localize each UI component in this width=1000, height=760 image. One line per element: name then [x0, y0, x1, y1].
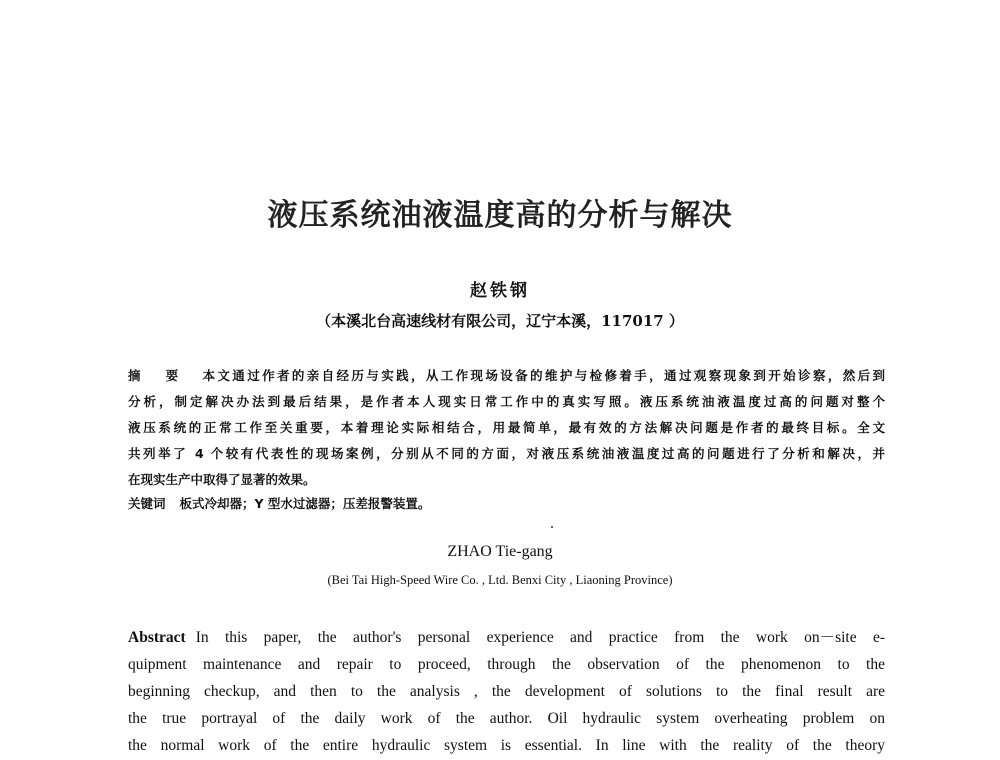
english-abstract-label: Abstract	[128, 629, 186, 646]
abstract-line: the true portrayal of the daily work of the author. Oil hydraulic system overheating problem on	[128, 710, 885, 727]
scan-speck	[551, 526, 553, 528]
english-abstract	[128, 624, 885, 759]
chinese-keywords	[128, 491, 885, 517]
abstract-line: 本文通过作者的亲自经历与实践，从工作现场设备的维护与检修着手，通过观察现象到开始诊察，然后到	[202, 368, 885, 383]
abstract-line: In this paper, the author's personal experience and practice from the work on－site e-	[195, 629, 885, 646]
english-affiliation: (Bei Tai High-Speed Wire Co. , Ltd. Benxi City , Liaoning Province)	[327, 573, 673, 587]
abstract-line: 在现实生产中取得了显著的效果。	[128, 472, 316, 487]
abstract-label: 摘 要	[128, 368, 189, 383]
author-name: 赵铁钢	[470, 281, 530, 301]
abstract-line: 共列举了 4 个较有代表性的现场案例，分别从不同的方面，对液压系统油液温度过高的问题进行了分析和解决，并	[128, 446, 885, 461]
abstract-line: 分析，制定解决办法到最后结果，是作者本人现实日常工作中的真实写照。液压系统油液温度过高的问题对整个	[128, 394, 885, 409]
author-affiliation: （本溪北台高速线材有限公司，辽宁本溪，117017 ）	[316, 312, 684, 330]
keywords-label: 关键词	[128, 496, 166, 511]
abstract-line: 液压系统的正常工作至关重要，本着理论实际相结合，用最简单，最有效的方法解决问题是作者的最终目标。全文	[128, 420, 885, 435]
abstract-line: beginning checkup, and then to the analysis , the development of solutions to the final result are	[128, 683, 885, 700]
english-author-name: ZHAO Tie-gang	[447, 543, 553, 560]
paper-title: 液压系统油液温度高的分析与解决	[267, 198, 733, 233]
keywords-text: 板式冷却器；Y 型水过滤器；压差报警装置。	[179, 496, 431, 511]
abstract-line: the normal work of the entire hydraulic system is essential. In line with the reality of the theory	[128, 737, 885, 754]
chinese-abstract	[128, 363, 885, 493]
abstract-line: quipment maintenance and repair to proceed, through the observation of the phenomenon to the	[128, 656, 885, 673]
